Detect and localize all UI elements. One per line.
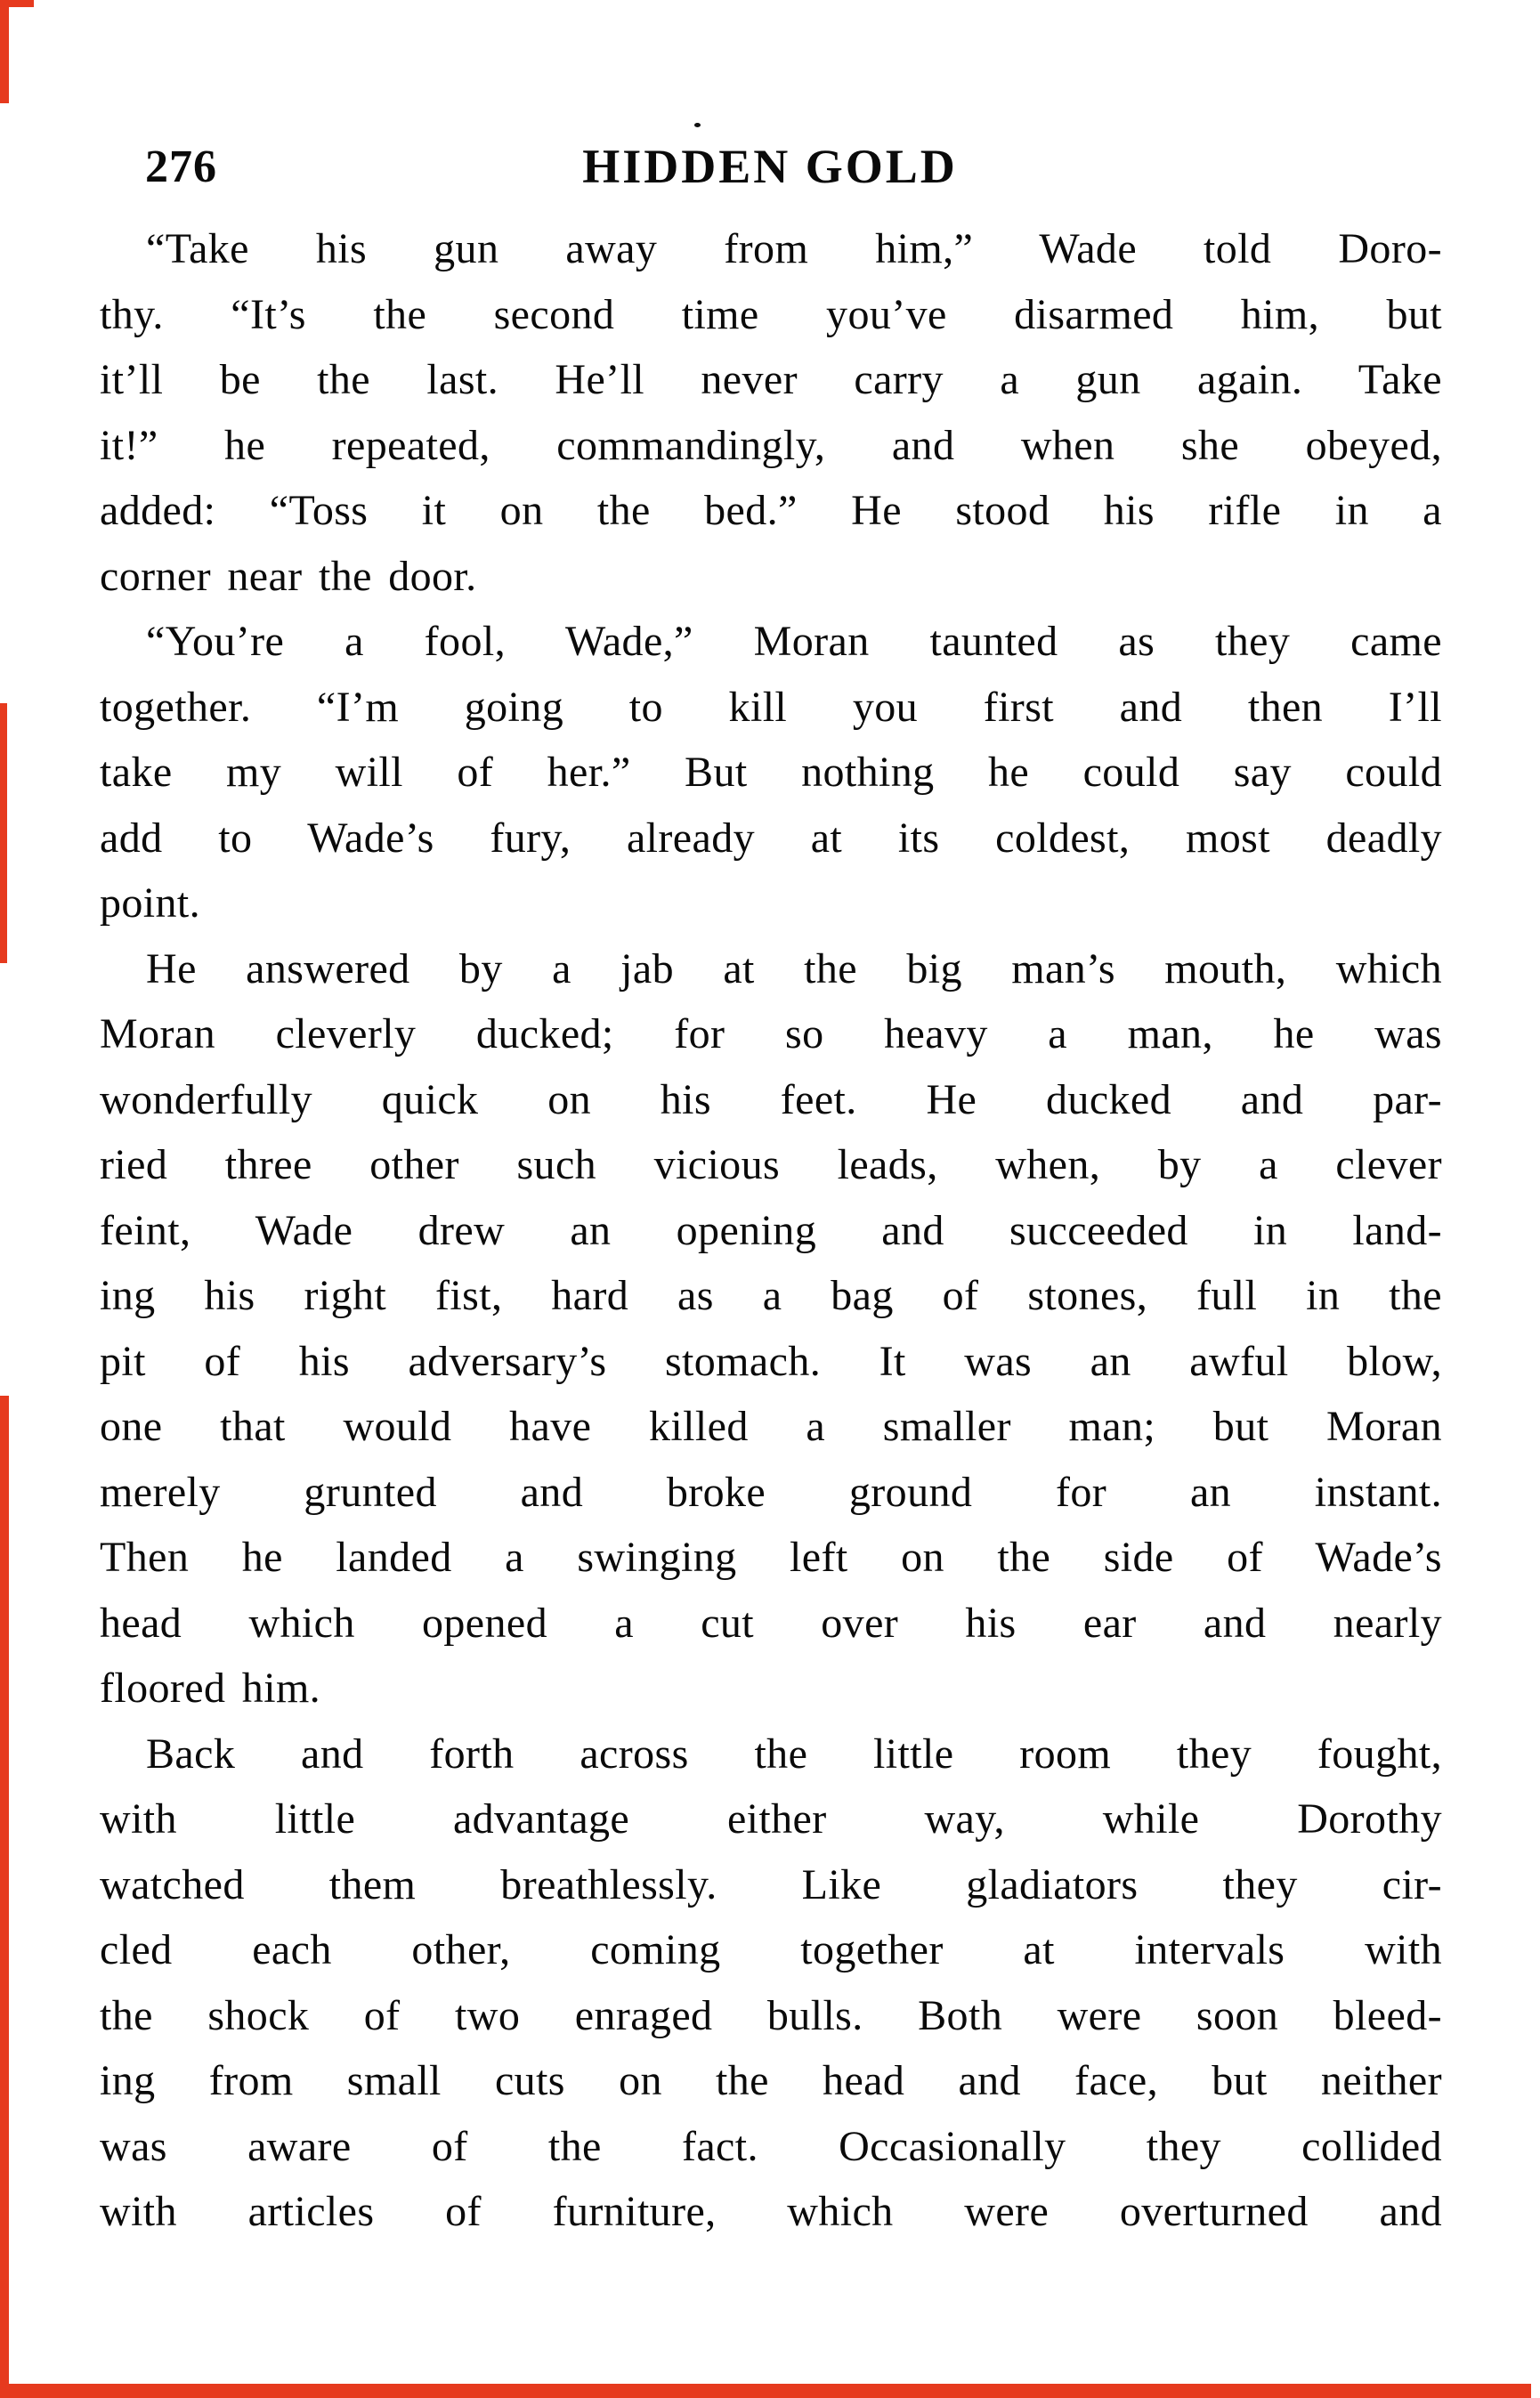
text-line: wonderfully quick on his feet. He ducked and par-: [100, 1075, 1442, 1123]
scan-artifact-left-top: [0, 0, 9, 103]
text-line: add to Wade’s fury, already at its coldest, most deadly: [100, 814, 1442, 862]
text-line: thy. “It’s the second time you’ve disarmed him, but: [100, 290, 1442, 338]
scan-artifact-left-mid: [0, 703, 7, 963]
text-line: “You’re a fool, Wade,” Moran taunted as they came: [146, 618, 1442, 665]
text-line: ried three other such vicious leads, when, by a clever: [100, 1141, 1442, 1188]
text-line: together. “I’m going to kill you first and then I’ll: [100, 683, 1442, 731]
text-line: head which opened a cut over his ear and nearly: [100, 1599, 1442, 1647]
text-line: floored him.: [100, 1665, 321, 1712]
text-line: ing his right fist, hard as a bag of stones, full in the: [100, 1272, 1442, 1319]
text-line: take my will of her.” But nothing he could say could: [100, 749, 1442, 796]
text-line: pit of his adversary’s stomach. It was an awful blow,: [100, 1337, 1442, 1385]
scan-artifact-left-bottom: [0, 1396, 9, 2398]
text-line: ing from small cuts on the head and face, but neither: [100, 2057, 1442, 2104]
scan-artifact-top-tick: [0, 0, 34, 7]
text-line: Moran cleverly ducked; for so heavy a man, he was: [100, 1010, 1442, 1057]
text-line: “Take his gun away from him,” Wade told Doro-: [146, 225, 1442, 272]
text-line: corner near the door.: [100, 552, 477, 600]
text-line: was aware of the fact. Occasionally they collided: [100, 2122, 1442, 2170]
text-line: Then he landed a swinging left on the side of Wade’s: [100, 1534, 1442, 1581]
text-line: the shock of two enraged bulls. Both were soon bleed-: [100, 1991, 1442, 2039]
scan-speck: [694, 123, 701, 127]
body-text: [100, 216, 1442, 2245]
text-line: with articles of furniture, which were overturned and: [100, 2188, 1442, 2235]
text-line: feint, Wade drew an opening and succeeded in land-: [100, 1206, 1442, 1254]
text-line: it’ll be the last. He’ll never carry a gun again. Take: [100, 356, 1442, 403]
text-line: point.: [100, 879, 201, 927]
text-line: one that would have killed a smaller man; but Moran: [100, 1403, 1442, 1450]
scan-artifact-bottom: [7, 2384, 1531, 2398]
text-line: watched them breathlessly. Like gladiators they cir-: [100, 1860, 1442, 1908]
text-line: added: “Toss it on the bed.” He stood his rifle in a: [100, 487, 1442, 534]
page-title: HIDDEN GOLD: [582, 140, 958, 193]
text-line: cled each other, coming together at intervals with: [100, 1926, 1442, 1973]
text-line: merely grunted and broke ground for an instant.: [100, 1468, 1442, 1516]
text-line: Back and forth across the little room they fought,: [146, 1730, 1442, 1778]
text-line: it!” he repeated, commandingly, and when she obeyed,: [100, 421, 1442, 469]
text-line: He answered by a jab at the big man’s mouth, which: [146, 944, 1442, 992]
text-line: with little advantage either way, while Dorothy: [100, 1795, 1442, 1843]
page-number: 276: [145, 142, 217, 192]
